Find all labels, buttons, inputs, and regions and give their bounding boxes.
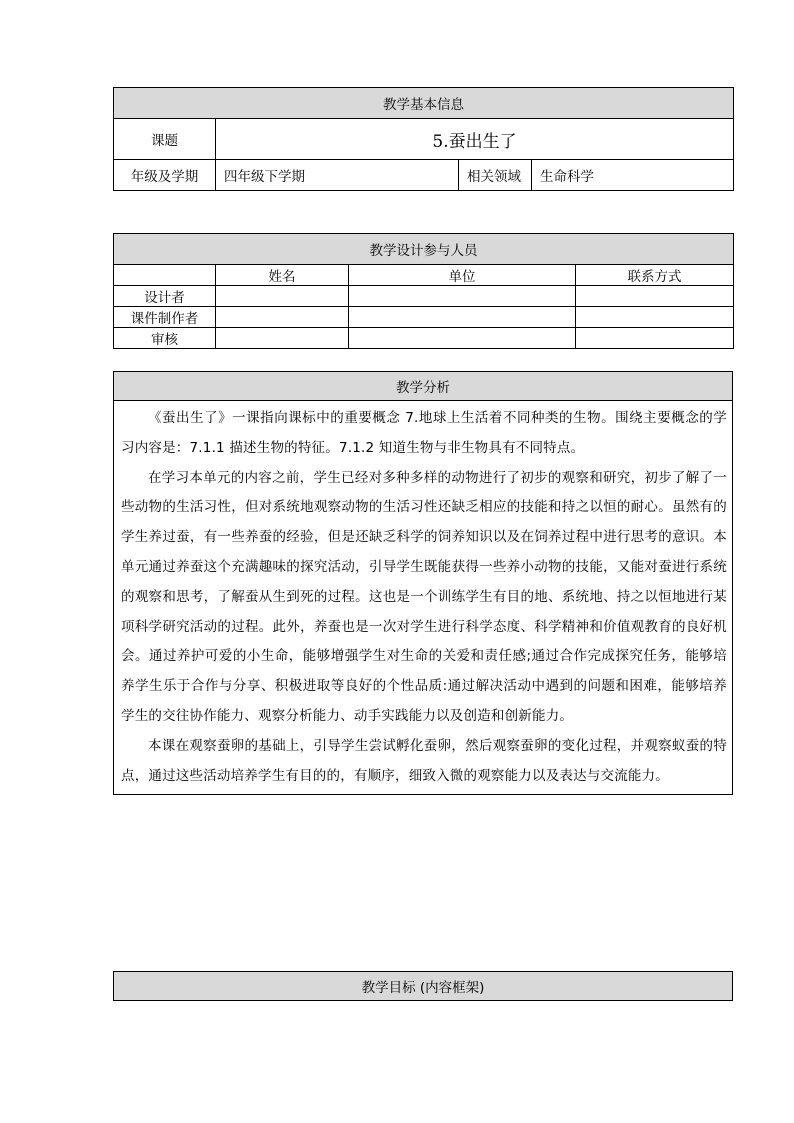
grade-label: 年级及学期: [114, 160, 216, 191]
participants-table: [113, 233, 734, 349]
analysis-paragraph-1: 《蚕出生了》一课指向课标中的重要概念 7.地球上生活着不同种类的生物。围绕主要概念的学习内容是：7.1.1 描述生物的特征。7.1.2 知道生物与非生物具有不同特点。: [121, 410, 727, 456]
courseware-maker-unit-cell: [349, 307, 576, 328]
basic-info-header: 教学基本信息: [114, 88, 734, 119]
objectives-header: 教学目标 (内容框架): [114, 972, 733, 1001]
lesson-title: 5.蚕出生了: [216, 119, 734, 160]
analysis-header: 教学分析: [114, 372, 733, 401]
participants-header: 教学设计参与人员: [114, 234, 734, 265]
column-header-contact: 联系方式: [576, 265, 734, 286]
role-designer: 设计者: [114, 286, 216, 307]
reviewer-unit-cell: [349, 328, 576, 349]
grade-value: 四年级下学期: [216, 160, 459, 191]
column-header-unit: 单位: [349, 265, 576, 286]
role-reviewer: 审核: [114, 328, 216, 349]
analysis-body: [114, 401, 733, 795]
basic-info-table: [113, 87, 734, 191]
designer-contact-cell: [576, 286, 734, 307]
reviewer-name-cell: [216, 328, 349, 349]
field-label: 相关领域: [459, 160, 532, 191]
analysis-paragraph-2: 在学习本单元的内容之前，学生已经对多种多样的动物进行了初步的观察和研究，初步了解了一些动物的生活习性，但对系统地观察动物的生活习性还缺乏相应的技能和持之以恒的耐心。虽然有的学生养过蚕，有一些养蚕的经验，但是还缺乏科学的饲养知识以及在饲养过程中进行思考的意识。本单元通过养蚕这个充满趣味的探究活动，引导学生既能获得一些养小动物的技能，又能对蚕进行系统的观察和思考，了解蚕从生到死的过程。这也是一个训练学生有目的地、系统地、持之以恒地进行某项科学研究活动的过程。此外，养蚕也是一次对学生进行科学态度、科学精神和价值观教育的良好机会。通过养护可爱的小生命，能够增强学生对生命的关爱和责任感;通过合作完成探究任务，能够培养学生乐于合作与分享、积极进取等良好的个性品质:通过解决活动中遇到的问题和困难，能够培养学生的交往协作能力、观察分析能力、动手实践能力以及创造和创新能力。: [121, 469, 727, 724]
role-courseware-maker: 课件制作者: [114, 307, 216, 328]
analysis-paragraph-3: 本课在观察蚕卵的基础上，引导学生尝试孵化蚕卵，然后观察蚕卵的变化过程，并观察蚁蚕的特点，通过这些活动培养学生有目的的，有顺序，细致入微的观察能力以及表达与交流能力。: [121, 737, 727, 784]
reviewer-contact-cell: [576, 328, 734, 349]
courseware-maker-contact-cell: [576, 307, 734, 328]
designer-unit-cell: [349, 286, 576, 307]
designer-name-cell: [216, 286, 349, 307]
column-header: [114, 265, 216, 286]
column-header-name: 姓名: [216, 265, 349, 286]
courseware-maker-name-cell: [216, 307, 349, 328]
topic-label: 课题: [114, 119, 216, 160]
field-value: 生命科学: [532, 160, 734, 191]
objectives-table: [113, 971, 733, 1001]
analysis-table: [113, 371, 733, 795]
